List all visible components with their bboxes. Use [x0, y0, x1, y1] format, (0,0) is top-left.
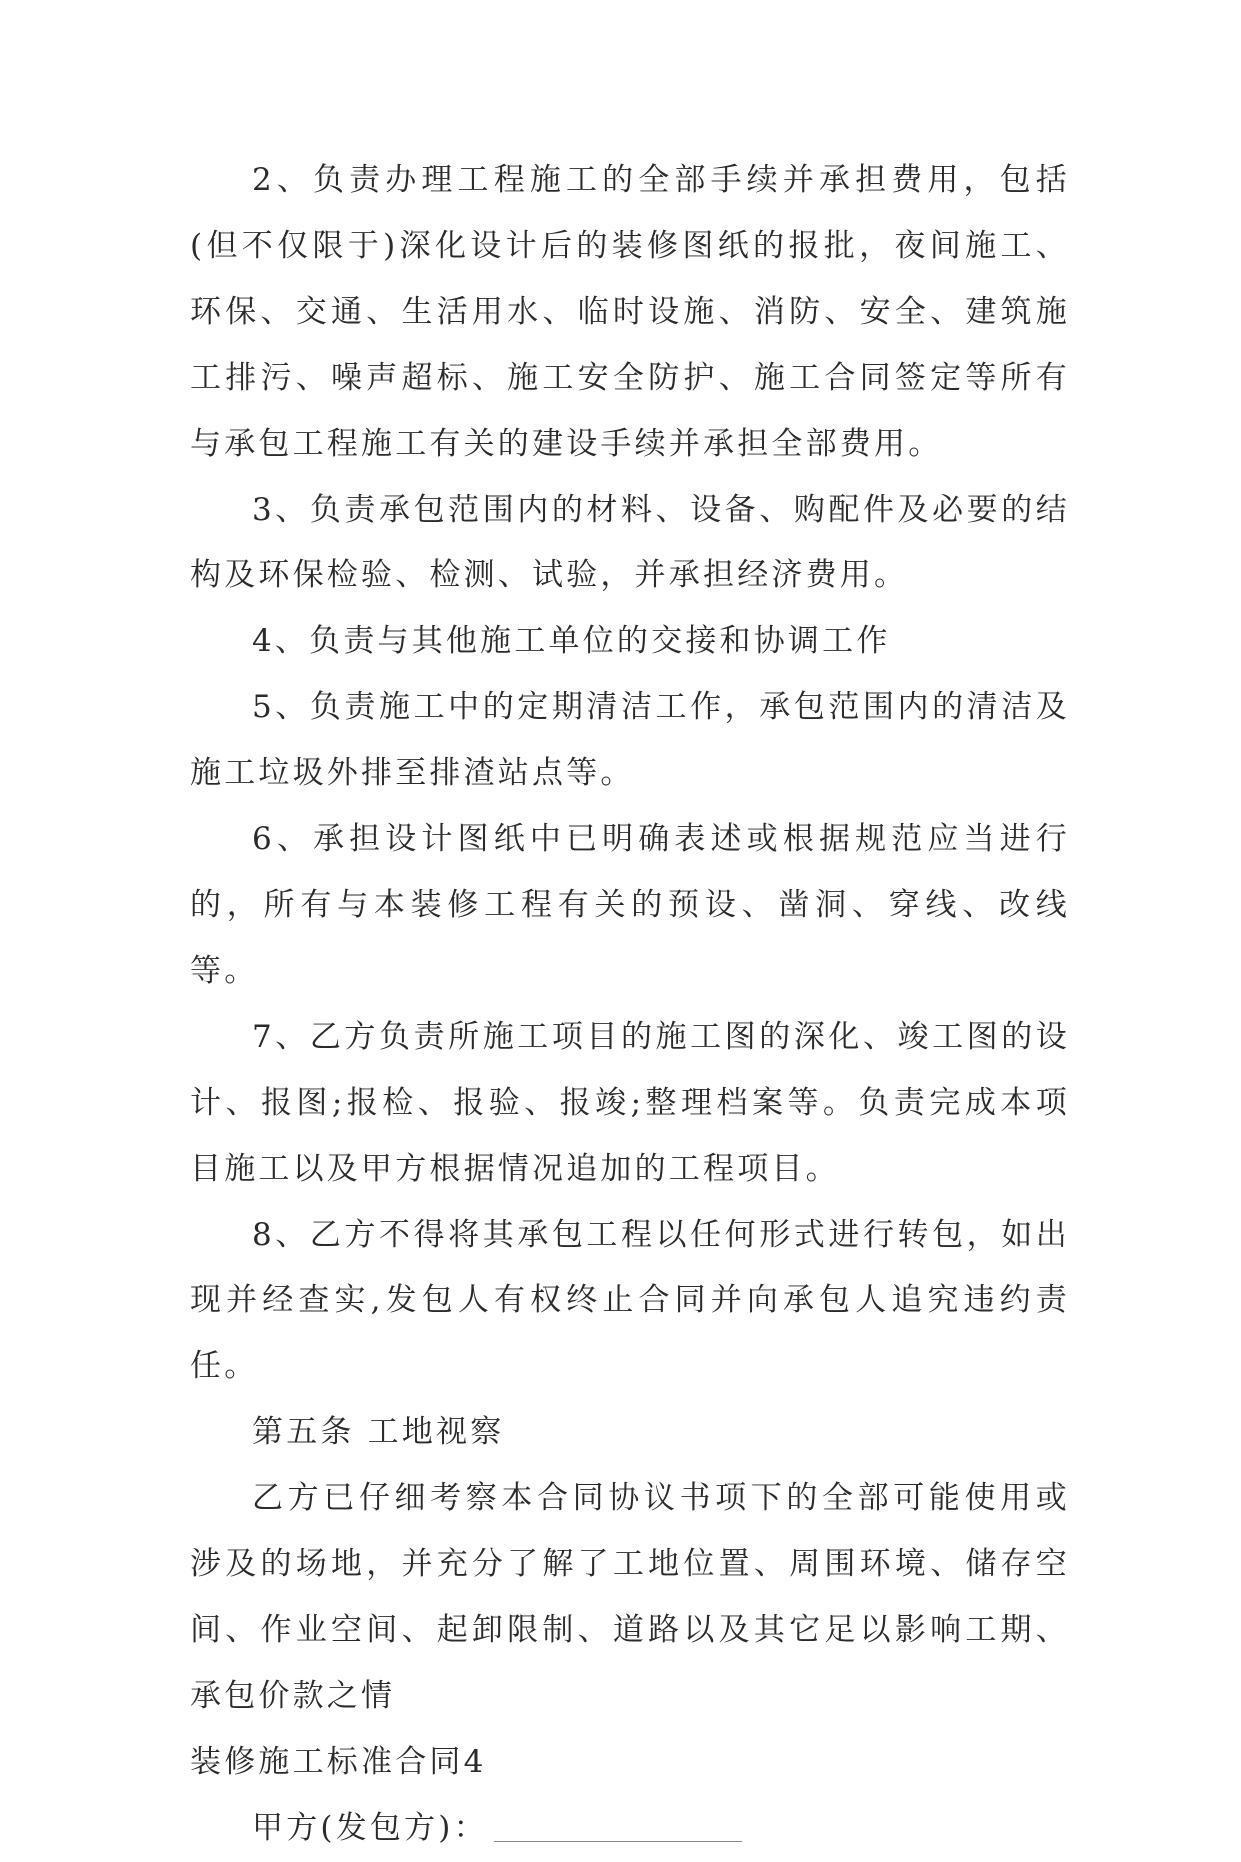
clause-8-paragraph: 8、乙方不得将其承包工程以任何形式进行转包，如出现并经查实,发包人有权终止合同并向承包人追究违约责任。: [190, 1216, 1070, 1385]
clause-4-paragraph: 4、负责与其他施工单位的交接和协调工作: [252, 623, 891, 660]
party-a-line: [190, 1796, 1070, 1862]
clause-6-paragraph: 6、承担设计图纸中已明确表述或根据规范应当进行的，所有与本装修工程有关的预设、凿洞、穿线、改线等。: [190, 821, 1070, 989]
clause-5-paragraph: 5、负责施工中的定期清洁工作，承包范围内的清洁及施工垃圾外排至排渣站点等。: [190, 689, 1070, 792]
clause-2-paragraph: 2、负责办理工程施工的全部手续并承担费用，包括(但不仅限于)深化设计后的装修图纸的报批，夜间施工、环保、交通、生活用水、临时设施、消防、安全、建筑施工排污、噪声超标、施工安全防护、施工合同签定等所有与承包工程施工有关的建设手续并承担全部费用。: [190, 162, 1070, 462]
contract-title: 装修施工标准合同4: [190, 1743, 487, 1780]
site-inspection-paragraph: 乙方已仔细考察本合同协议书项下的全部可能使用或涉及的场地，并充分了解了工地位置、周围环境、储存空间、作业空间、起卸限制、道路以及其它足以影响工期、承包价款之情: [190, 1480, 1070, 1714]
party-a-blank-field[interactable]: [494, 1811, 742, 1842]
clause-3-paragraph: 3、负责承包范围内的材料、设备、购配件及必要的结构及环保检验、检测、试验，并承担经济费用。: [190, 491, 1070, 594]
party-a-label: 甲方(发包方)：: [252, 1809, 488, 1846]
clause-7-paragraph: 7、乙方负责所施工项目的施工图的深化、竣工图的设计、报图;报检、报验、报竣;整理档案等。负责完成本项目施工以及甲方根据情况追加的工程项目。: [190, 1018, 1070, 1187]
article-5-heading: 第五条 工地视察: [252, 1414, 505, 1451]
document-body: [190, 148, 1070, 1862]
